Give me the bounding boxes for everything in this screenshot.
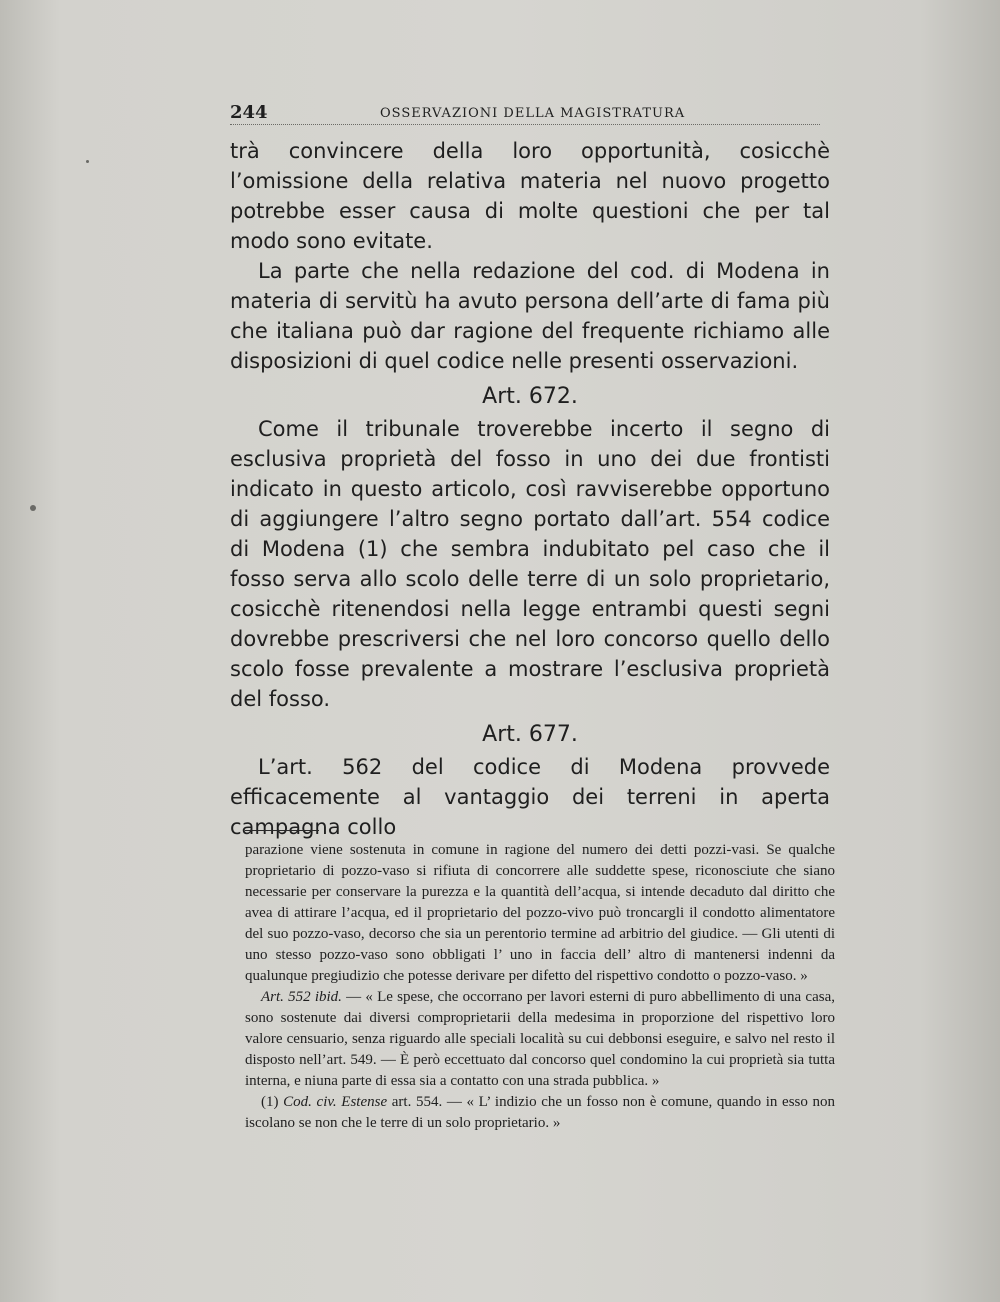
page-header <box>230 100 820 125</box>
footnote-marker: (1) <box>261 1094 279 1110</box>
ink-spot <box>30 505 36 511</box>
footnote-divider <box>245 830 319 831</box>
paragraph-continued: trà convincere della loro opportunità, cosicchè l’omissione della relativa materia nel nuovo progetto potrebbe esser causa di molte questioni che per tal modo sono evitate. <box>230 139 830 253</box>
footnote <box>245 1092 835 1134</box>
article-heading: Art. 677. <box>482 722 578 747</box>
running-title: OSSERVAZIONI DELLA MAGISTRATURA <box>380 106 686 121</box>
footnote-continued: parazione viene sostenuta in comune in ragione del numero dei detti pozzi-vasi. Se qualche proprietario di pozzo-vaso si rifiuta di concorrere alle suddette spese, riconosciute che siano necessarie per conservare la purezza e la quantità dell’acqua, si intende decaduto dal diritto che avea di attirare l’acqua, ed il proprietario del pozzo-vivo può troncargli il condotto alimentatore del suo pozzo-vaso, decorso che sia un perentorio termine ad arbitrio del giudice. — Gli utenti di uno stesso pozzo-vaso sono obbligati l’ uno in faccia dell’ altro di mantenersi indenni da qualunque pregiudizio che potesse derivare per difetto del rispettivo condotto o pozzo-vaso. » <box>245 842 835 984</box>
paragraph: L’art. 562 del codice di Modena provvede efficacemente al vantaggio dei terreni in aperta campagna collo <box>230 755 830 839</box>
footnote-text: art. 554. — « L’ indizio che un fosso non è comune, quando in esso non iscolano se non che le terre di un solo proprietario. » <box>245 1094 836 1131</box>
footnote-citation: Cod. civ. Estense <box>283 1094 388 1110</box>
footnote <box>245 987 835 1092</box>
footnote-citation: Art. 552 ibid. <box>261 989 342 1005</box>
page-number: 244 <box>230 102 268 123</box>
ink-spot <box>86 160 89 163</box>
main-text <box>230 136 830 842</box>
article-heading: Art. 672. <box>482 384 578 409</box>
paragraph: La parte che nella redazione del cod. di Modena in materia di servitù ha avuto persona dell’arte di fama più che italiana può dar ragione del frequente richiamo alle disposizioni di quel codice nelle presenti osservazioni. <box>230 259 830 373</box>
footnote-text: — « Le spese, che occorrano per lavori esterni di puro abbellimento di una casa, sono sostenute dai diversi comproprietarii della medesima in proporzione del rispettivo loro valore censuario, senza riguardo alle speciali località su cui debbonsi eseguire, e salvo nel resto il disposto nell’art. 549. — È però eccettuato dal concorso quel condomino la cui proprietà sia tutta interna, e niuna parte di essa sia a contatto con una strada pubblica. » <box>245 989 835 1089</box>
paragraph: Come il tribunale troverebbe incerto il segno di esclusiva proprietà del fosso in uno dei due frontisti indicato in questo articolo, così ravviserebbe opportuno di aggiungere l’altro segno portato dall’art. 554 codice di Modena (1) che sembra indubitato pel caso che il fosso serva allo scolo delle terre di un solo proprietario, cosicchè ritenendosi nella legge entrambi questi segni dovrebbe prescriversi che nel loro concorso quello dello scolo fosse prevalente a mostrare l’esclusiva proprietà del fosso. <box>230 417 830 711</box>
footnotes <box>245 840 835 1134</box>
